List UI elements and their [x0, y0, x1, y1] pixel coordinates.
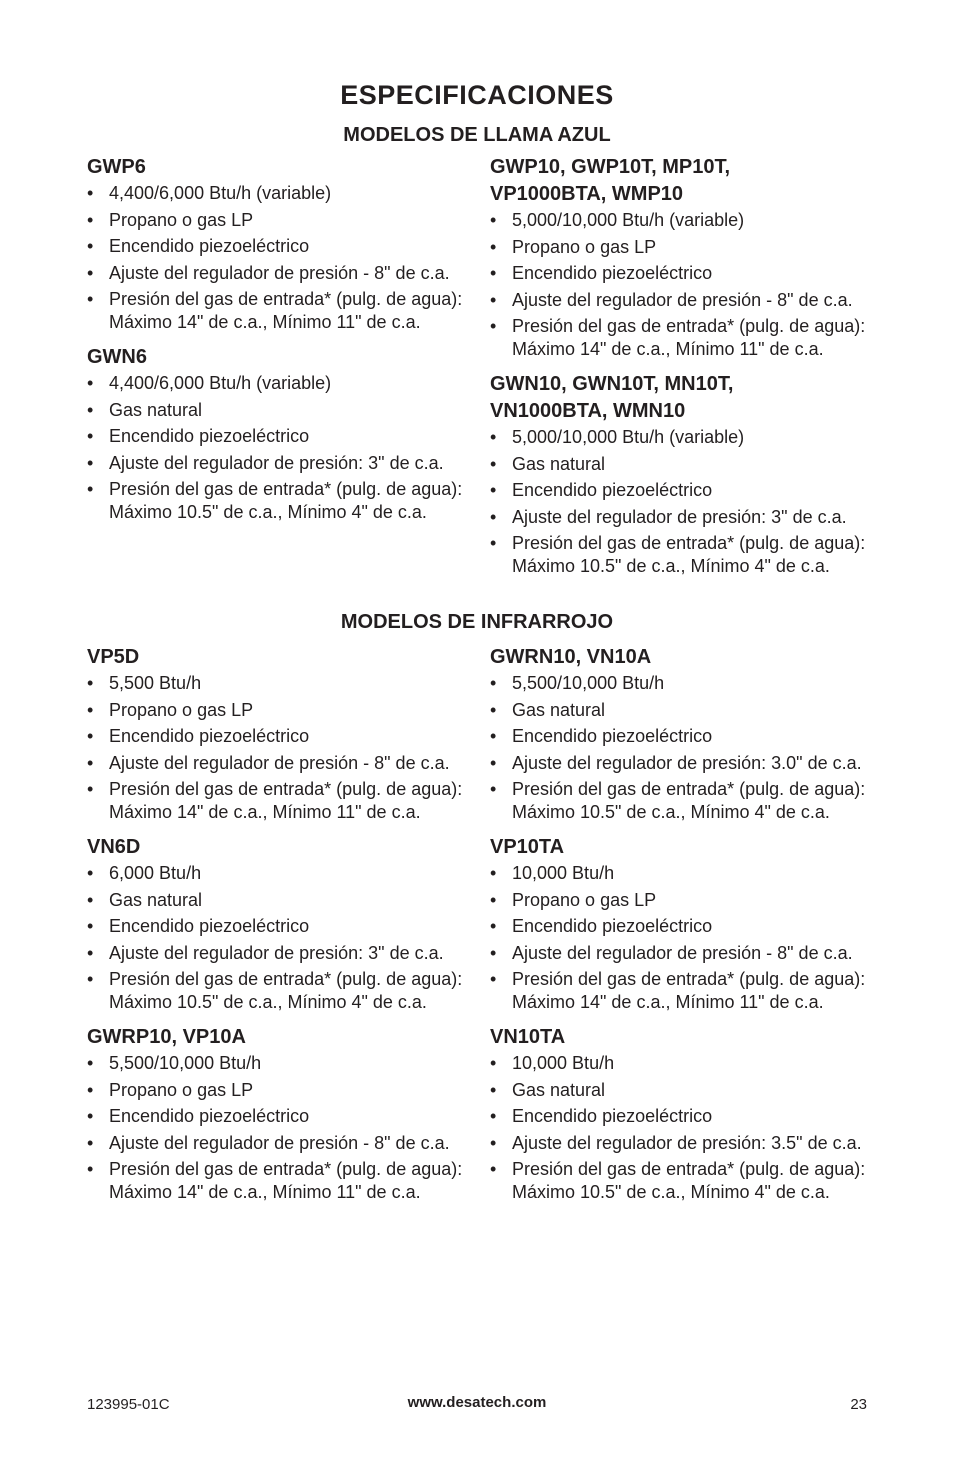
spec-item: • Ajuste del regulador de presión - 8" de c.a.: [87, 1132, 487, 1155]
blue-flame-left-column: [87, 154, 487, 534]
spec-list: [490, 862, 890, 1014]
spec-item: • Ajuste del regulador de presión - 8" de c.a.: [87, 752, 487, 775]
spec-item: • Encendido piezoeléctrico: [490, 262, 890, 285]
spec-item: • Propano o gas LP: [87, 699, 487, 722]
spec-item: • Ajuste del regulador de presión - 8" de c.a.: [87, 262, 487, 285]
model-name: GWN6: [87, 346, 147, 368]
model-spec-block: [87, 1024, 487, 1204]
spec-list: [490, 1052, 890, 1204]
model-name: GWN10, GWN10T, MN10T, VN1000BTA, WMN10: [490, 373, 734, 422]
model-spec-block: [490, 371, 890, 578]
spec-item: • Ajuste del regulador de presión: 3" de c.a.: [490, 506, 890, 529]
spec-item: • Encendido piezoeléctrico: [87, 915, 487, 938]
section-heading-infrared: MODELOS DE INFRARROJO: [340, 611, 614, 633]
page-title: ESPECIFICACIONES: [340, 80, 614, 110]
model-name: GWRP10, VP10A: [87, 1026, 246, 1048]
spec-item: • Gas natural: [490, 699, 890, 722]
spec-item: • Presión del gas de entrada* (pulg. de agua): Máximo 14" de c.a., Mínimo 11" de c.a.: [490, 315, 890, 361]
spec-item: • Gas natural: [490, 453, 890, 476]
spec-item: • Presión del gas de entrada* (pulg. de agua): Máximo 14" de c.a., Mínimo 11" de c.a.: [87, 778, 487, 824]
spec-item: • 5,000/10,000 Btu/h (variable): [490, 426, 890, 449]
spec-item: • Ajuste del regulador de presión - 8" de c.a.: [490, 289, 890, 312]
spec-item: • Encendido piezoeléctrico: [490, 725, 890, 748]
infrared-left-column: [87, 644, 487, 1214]
spec-item: • Gas natural: [87, 399, 487, 422]
doc-number: 123995-01C: [87, 1396, 170, 1413]
spec-item: • Presión del gas de entrada* (pulg. de agua): Máximo 10.5" de c.a., Mínimo 4" de c.a.: [87, 968, 487, 1014]
model-spec-block: [490, 644, 890, 824]
spec-list: [490, 672, 890, 824]
spec-item: • Ajuste del regulador de presión: 3.5" de c.a.: [490, 1132, 890, 1155]
spec-item: • 5,000/10,000 Btu/h (variable): [490, 209, 890, 232]
model-name: GWP10, GWP10T, MP10T, VP1000BTA, WMP10: [490, 156, 731, 205]
spec-list: [490, 209, 890, 361]
model-spec-block: [87, 154, 487, 334]
spec-item: • 5,500 Btu/h: [87, 672, 487, 695]
model-name: VN6D: [87, 836, 141, 858]
spec-item: • Encendido piezoeléctrico: [490, 479, 890, 502]
model-spec-block: [490, 834, 890, 1014]
spec-item: • 10,000 Btu/h: [490, 862, 890, 885]
spec-item: • 4,400/6,000 Btu/h (variable): [87, 182, 487, 205]
spec-item: • 10,000 Btu/h: [490, 1052, 890, 1075]
spec-item: • Presión del gas de entrada* (pulg. de agua): Máximo 10.5" de c.a., Mínimo 4" de c.a.: [490, 1158, 890, 1204]
spec-item: • Ajuste del regulador de presión: 3" de c.a.: [87, 942, 487, 965]
model-spec-block: [87, 344, 487, 524]
spec-item: • 4,400/6,000 Btu/h (variable): [87, 372, 487, 395]
model-spec-block: [490, 1024, 890, 1204]
spec-item: • Encendido piezoeléctrico: [490, 1105, 890, 1128]
spec-list: [490, 426, 890, 578]
model-name: VN10TA: [490, 1026, 566, 1048]
blue-flame-right-column: [490, 154, 890, 588]
model-name: GWRN10, VN10A: [490, 646, 652, 668]
spec-item: • Encendido piezoeléctrico: [87, 1105, 487, 1128]
spec-item: • 6,000 Btu/h: [87, 862, 487, 885]
page-number: 23: [850, 1396, 867, 1413]
spec-item: • Encendido piezoeléctrico: [87, 725, 487, 748]
model-spec-block: [87, 834, 487, 1014]
spec-item: • Presión del gas de entrada* (pulg. de agua): Máximo 10.5" de c.a., Mínimo 4" de c.a.: [490, 778, 890, 824]
model-spec-block: [490, 154, 890, 361]
spec-item: • Encendido piezoeléctrico: [490, 915, 890, 938]
spec-list: [87, 1052, 487, 1204]
spec-item: • Presión del gas de entrada* (pulg. de agua): Máximo 14" de c.a., Mínimo 11" de c.a.: [490, 968, 890, 1014]
spec-item: • Presión del gas de entrada* (pulg. de agua): Máximo 14" de c.a., Mínimo 11" de c.a.: [87, 1158, 487, 1204]
infrared-right-column: [490, 644, 890, 1214]
spec-item: • Propano o gas LP: [490, 236, 890, 259]
spec-list: [87, 372, 487, 524]
spec-item: • Presión del gas de entrada* (pulg. de agua): Máximo 14" de c.a., Mínimo 11" de c.a.: [87, 288, 487, 334]
spec-item: • Propano o gas LP: [87, 1079, 487, 1102]
spec-item: • Encendido piezoeléctrico: [87, 425, 487, 448]
spec-item: • Ajuste del regulador de presión: 3.0" de c.a.: [490, 752, 890, 775]
spec-item: • Encendido piezoeléctrico: [87, 235, 487, 258]
spec-list: [87, 672, 487, 824]
model-name: VP5D: [87, 646, 140, 668]
spec-item: • Gas natural: [490, 1079, 890, 1102]
spec-item: • Ajuste del regulador de presión: 3" de c.a.: [87, 452, 487, 475]
spec-item: • Presión del gas de entrada* (pulg. de agua): Máximo 10.5" de c.a., Mínimo 4" de c.a.: [490, 532, 890, 578]
section-heading-blue-flame: MODELOS DE LLAMA AZUL: [343, 124, 611, 146]
model-name: GWP6: [87, 156, 146, 178]
spec-list: [87, 182, 487, 334]
spec-item: • Ajuste del regulador de presión - 8" de c.a.: [490, 942, 890, 965]
spec-list: [87, 862, 487, 1014]
model-spec-block: [87, 644, 487, 824]
spec-item: • Propano o gas LP: [87, 209, 487, 232]
spec-item: • 5,500/10,000 Btu/h: [490, 672, 890, 695]
spec-item: • Propano o gas LP: [490, 889, 890, 912]
spec-item: • 5,500/10,000 Btu/h: [87, 1052, 487, 1075]
website-url: www.desatech.com: [407, 1394, 547, 1411]
spec-item: • Gas natural: [87, 889, 487, 912]
spec-item: • Presión del gas de entrada* (pulg. de agua): Máximo 10.5" de c.a., Mínimo 4" de c.a.: [87, 478, 487, 524]
model-name: VP10TA: [490, 836, 565, 858]
